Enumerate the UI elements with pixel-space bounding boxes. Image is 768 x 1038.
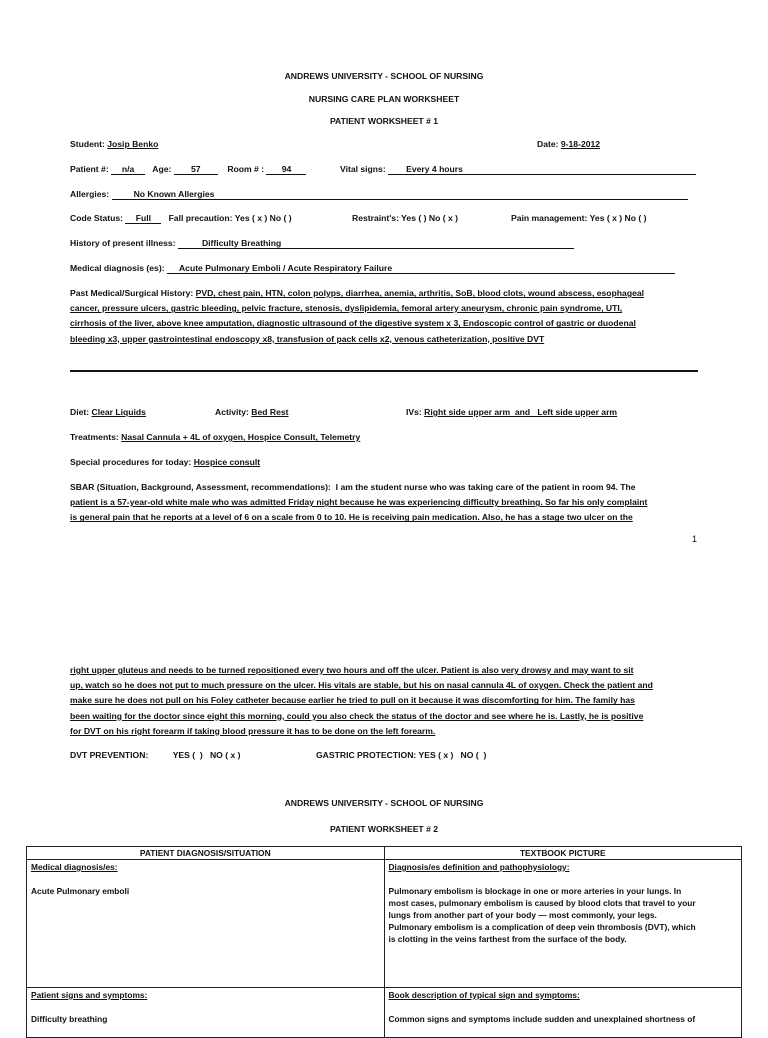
code-status-label: Code Status: (70, 213, 123, 223)
pain-row (511, 213, 646, 223)
age-label: Age: (152, 164, 172, 174)
patient-row (70, 164, 306, 175)
allergies-row (70, 189, 688, 200)
patient-worksheet-2-title: PATIENT WORKSHEET # 2 (329, 824, 439, 834)
medical-diagnosis-label: Medical diagnosis (es): (70, 263, 165, 273)
sbar-cont-line2: up, watch so he does not put to much pressure on the ulcer. His vitals are stable, but his on nasal cannula 4L of oxygen. Check the patient and (70, 680, 653, 691)
fall-value: Yes ( x ) No ( ) (234, 213, 292, 223)
special-procedures-row (70, 457, 260, 467)
student-value: Josip Benko (107, 139, 159, 149)
medical-diagnosis-cell-label: Medical diagnosis/es: (31, 862, 118, 872)
student-label: Student: (70, 139, 105, 149)
gastric-row (316, 750, 486, 760)
restraint-label: Restraint's: (352, 213, 399, 223)
history-row (70, 238, 574, 249)
col-patient-diagnosis-header: PATIENT DIAGNOSIS/SITUATION (27, 847, 385, 860)
code-status-row (70, 213, 292, 224)
signs-symptoms-value: Difficulty breathing (31, 1014, 108, 1024)
definition-cell (384, 860, 742, 988)
fall-label: Fall precaution: (168, 213, 233, 223)
gastric-label: GASTRIC PROTECTION: (316, 750, 417, 760)
medical-diagnosis-row (70, 263, 675, 274)
worksheet2-school-title: ANDREWS UNIVERSITY - SCHOOL OF NURSING (284, 798, 484, 808)
student-row (70, 139, 158, 149)
worksheet2-table (26, 846, 742, 1038)
room-value: 94 (266, 164, 306, 175)
sbar-line1: I am the student nurse who was taking care of the patient in room 94. The (335, 482, 636, 492)
patient-num-label: Patient #: (70, 164, 109, 174)
worksheet-title: NURSING CARE PLAN WORKSHEET (308, 94, 460, 104)
pain-label: Pain management: (511, 213, 588, 223)
code-status-value: Full (125, 213, 161, 224)
signs-symptoms-cell (27, 988, 385, 1038)
sbar-continued (70, 663, 698, 739)
definition-line1: Pulmonary embolism is blockage in one or more arteries in your lungs. In (388, 886, 682, 896)
ivs-row (406, 407, 617, 417)
activity-label: Activity: (215, 407, 249, 417)
pain-value: Yes ( x ) No ( ) (589, 213, 647, 223)
treatments-row (70, 432, 360, 442)
ivs-value: Right side upper arm and Left side upper arm (424, 407, 618, 417)
table-header-row (27, 847, 742, 860)
sbar-label: SBAR (Situation, Background, Assessment, recommendations): (70, 482, 331, 492)
vitals-value: Every 4 hours (388, 164, 696, 175)
room-label: Room # : (227, 164, 265, 174)
activity-value: Bed Rest (251, 407, 289, 417)
sbar-section (70, 480, 698, 526)
medical-diagnosis-cell-value: Acute Pulmonary emboli (31, 886, 130, 896)
treatments-value: Nasal Cannula + 4L of oxygen, Hospice Consult, Telemetry (121, 432, 361, 442)
definition-cell-label: Diagnosis/es definition and pathophysiology: (388, 862, 570, 872)
past-history-line2: cancer, pressure ulcers, gastric bleeding, pelvic fracture, stenosis, dyslipidemia, femoral artery aneurysm, chronic pain syndrome, UTI, (70, 303, 623, 314)
dvt-value: YES ( ) NO ( x ) (172, 750, 241, 760)
medical-diagnosis-cell (27, 860, 385, 988)
restraint-row (352, 213, 458, 223)
diet-label: Diet: (70, 407, 90, 417)
col-textbook-picture-header: TEXTBOOK PICTURE (384, 847, 742, 860)
vitals-row (340, 164, 696, 175)
special-value: Hospice consult (193, 457, 261, 467)
dvt-label: DVT PREVENTION: (70, 750, 149, 760)
sbar-cont-line4: been waiting for the doctor since eight this morning, could you also check the status of the doctor and see where he is. Lastly, he is positive (70, 710, 644, 721)
date-value: 9-18-2012 (560, 139, 601, 149)
allergies-value: No Known Allergies (112, 189, 688, 200)
patient-worksheet-1-title: PATIENT WORKSHEET # 1 (329, 116, 439, 126)
signs-symptoms-label: Patient signs and symptoms: (31, 990, 148, 1000)
sbar-cont-line5: for DVT on his right forearm if taking blood pressure it has to be done on the left forearm. (70, 725, 436, 736)
treatments-label: Treatments: (70, 432, 119, 442)
past-history-line4: bleeding x3, upper gastrointestinal endoscopy x8, transfusion of pack cells x2, venous catheterization, positive DVT (70, 333, 545, 344)
section-divider (70, 370, 698, 372)
special-label: Special procedures for today: (70, 457, 192, 467)
book-description-cell (384, 988, 742, 1038)
restraint-value: Yes ( ) No ( x ) (401, 213, 458, 223)
date-label: Date: (537, 139, 559, 149)
definition-line2: most cases, pulmonary embolism is caused by blood clots that travel to your (388, 898, 696, 908)
history-label: History of present illness: (70, 238, 176, 248)
page-number: 1 (692, 534, 698, 544)
school-title: ANDREWS UNIVERSITY - SCHOOL OF NURSING (284, 71, 484, 81)
sbar-cont-line3: make sure he does not pull on his Foley catheter because earlier he tried to pull on it because it was discomforting for him. The family has (70, 695, 635, 706)
dvt-row (70, 750, 241, 760)
allergies-label: Allergies: (70, 189, 110, 199)
definition-line4: Pulmonary embolism is a complication of deep vein thrombosis (DVT), which (388, 922, 696, 932)
gastric-value: YES ( x ) NO ( ) (418, 750, 487, 760)
table-row (27, 988, 742, 1038)
date-row (537, 139, 600, 149)
patient-num-value: n/a (111, 164, 145, 175)
diet-value: Clear Liquids (91, 407, 146, 417)
definition-line3: lungs from another part of your body — most commonly, your legs. (388, 910, 657, 920)
activity-row (215, 407, 289, 417)
diet-row (70, 407, 146, 417)
sbar-cont-line1: right upper gluteus and needs to be turned repositioned every two hours and off the ulcer. Patient is also very drowsy and may want to sit (70, 665, 634, 675)
sbar-line3: is general pain that he reports at a level of 6 on a scale from 0 to 10. He is receiving pain medication. Also, he has a stage two ulcer on the (70, 512, 633, 523)
ivs-label: IVs: (406, 407, 422, 417)
definition-line5: is clotting in the veins farthest from the surface of the body. (388, 934, 627, 944)
sbar-line2: patient is a 57-year-old white male who was admitted Friday night because he was experiencing difficulty breathing. So far his only complaint (70, 497, 648, 508)
book-description-value: Common signs and symptoms include sudden and unexplained shortness of (388, 1014, 696, 1024)
vitals-label: Vital signs: (340, 164, 386, 174)
past-history-label: Past Medical/Surgical History: (70, 288, 194, 298)
past-history-line3: cirrhosis of the liver, above knee amputation, diagnostic ultrasound of the digestive system x 3, Endoscopic control of gastric or duodenal (70, 318, 636, 329)
past-history (70, 286, 698, 347)
medical-diagnosis-value: Acute Pulmonary Emboli / Acute Respiratory Failure (167, 263, 675, 274)
table-row (27, 860, 742, 988)
book-description-label: Book description of typical sign and symptoms: (388, 990, 580, 1000)
age-value: 57 (174, 164, 218, 175)
past-history-line1: PVD, chest pain, HTN, colon polyps, diarrhea, anemia, arthritis, SoB, blood clots, wound abscess, esophageal (195, 288, 645, 298)
history-value: Difficulty Breathing (178, 238, 574, 249)
